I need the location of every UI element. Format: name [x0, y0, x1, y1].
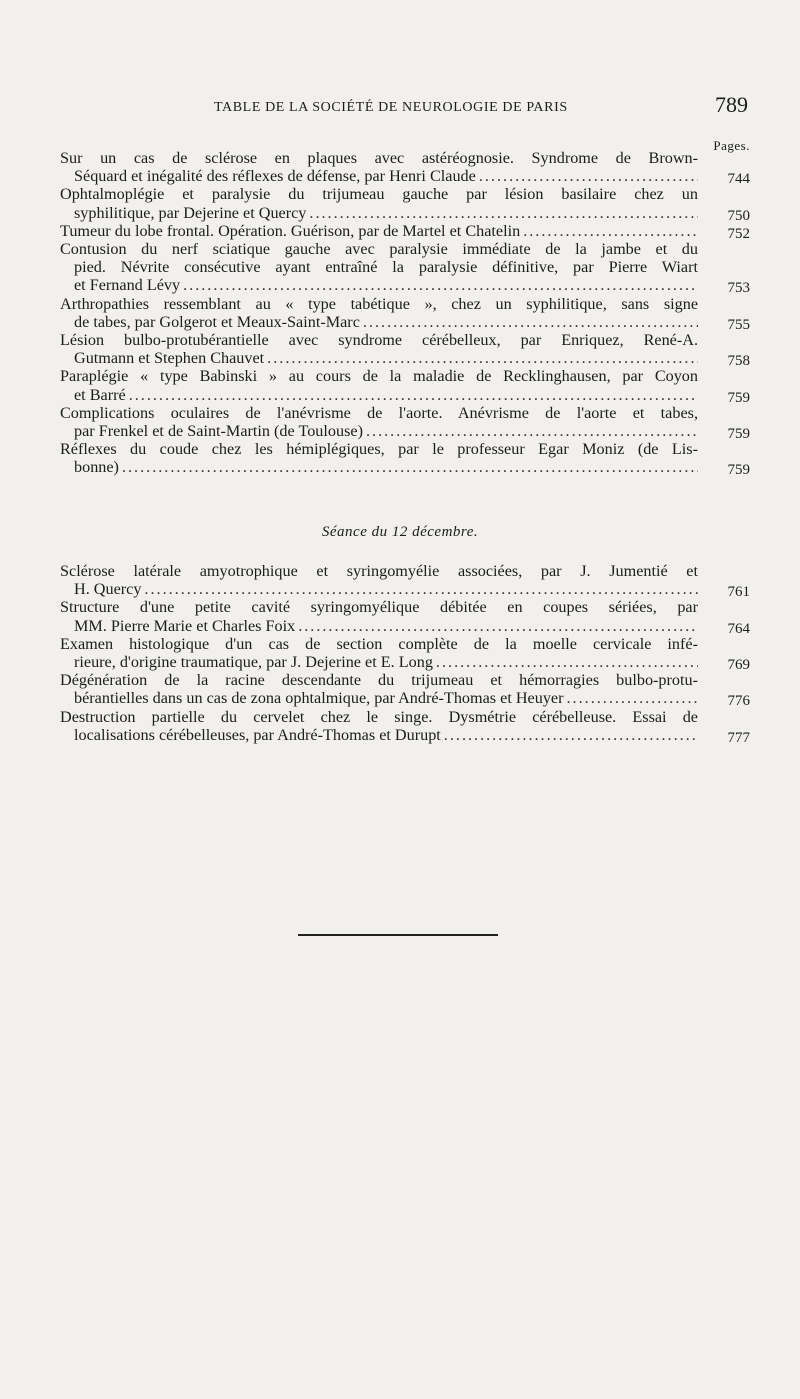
dot-leader: [363, 313, 698, 331]
dot-leader: [479, 167, 698, 185]
entry-last-line: [60, 204, 698, 222]
entry-page-number: 777: [727, 729, 750, 746]
entry-authors: H. Quercy: [74, 580, 142, 599]
entry-page-number: 753: [727, 280, 750, 297]
dot-leader: [183, 276, 698, 294]
dot-leader: [567, 689, 699, 707]
entry-page-number: 776: [727, 693, 750, 710]
entry-first-line: Ophtalmoplégie et paralysie du trijumeau gauche par lésion basilaire chez un: [60, 185, 698, 204]
entry-authors: par Frenkel et de Saint-Martin (de Toulouse): [74, 422, 363, 441]
entry-authors: MM. Pierre Marie et Charles Foix: [74, 616, 296, 635]
entry-last-line: [60, 580, 698, 598]
dot-leader: [523, 222, 698, 240]
toc-entry: [60, 185, 750, 224]
entry-last-line: [60, 276, 698, 294]
entry-authors: de tabes, par Golgerot et Meaux-Saint-Marc: [74, 312, 360, 331]
entry-first-line: Arthropathies ressemblant au « type tabétique », chez un syphilitique, sans signe: [60, 294, 698, 313]
entry-page-number: 761: [727, 584, 750, 601]
dot-leader: [436, 653, 698, 671]
dot-leader: [144, 580, 698, 598]
toc-entry: [60, 295, 750, 331]
entry-authors: syphilitique, par Dejerine et Quercy: [74, 203, 307, 222]
entry-page-number: 744: [727, 171, 750, 188]
entry-authors: bonne): [74, 458, 119, 477]
running-title: TABLE DE LA SOCIÉTÉ DE NEUROLOGIE DE PARIS: [214, 100, 568, 115]
entry-last-line: [60, 422, 698, 440]
entry-authors: et Fernand Lévy: [74, 276, 181, 295]
entry-first-line: Réflexes du coude chez les hémiplégiques, par le professeur Egar Moniz (de Lis-: [60, 440, 698, 459]
entry-last-line: [60, 167, 698, 185]
toc-entry: [60, 562, 750, 601]
entry-first-line: Destruction partielle du cervelet chez le singe. Dysmétrie cérébelleuse. Essai de: [60, 707, 698, 726]
entry-authors: Séquard et inégalité des réflexes de défense, par Henri Claude: [74, 167, 476, 186]
entry-page-number: 769: [727, 657, 750, 674]
entry-authors: Gutmann et Stephen Chauvet: [74, 349, 265, 368]
seance-heading: Séance du 12 décembre.: [321, 524, 479, 540]
entry-authors: rieure, d'origine traumatique, par J. Dejerine et E. Long: [74, 653, 433, 672]
pages-column-label: Pages.: [713, 138, 750, 153]
entry-page-number: 750: [727, 207, 750, 224]
entry-page-number: 755: [727, 316, 750, 333]
toc-entry: [60, 222, 750, 240]
toc-entry: [60, 240, 750, 295]
entry-last-line: [60, 349, 698, 367]
entry-authors: localisations cérébelleuses, par André-Thomas et Durupt: [74, 725, 441, 744]
dot-leader: [129, 386, 698, 404]
table-section-2: [60, 562, 750, 744]
toc-entry: [60, 367, 750, 406]
toc-entry: [60, 708, 750, 744]
toc-entry: [60, 331, 750, 370]
closing-rule: [298, 934, 498, 936]
toc-entry: [60, 598, 750, 637]
entry-last-line: [60, 689, 698, 707]
entry-page-number: 759: [727, 426, 750, 443]
toc-entry: [60, 403, 750, 443]
entry-page-number: 764: [727, 620, 750, 637]
entry-authors: bérantielles dans un cas de zona ophtalmique, par André-Thomas et Heuyer: [74, 689, 564, 708]
entry-first-line: Lésion bulbo-protubérantielle avec syndrome cérébelleux, par Enriquez, René-A.: [60, 331, 698, 350]
entry-first-line: Structure d'une petite cavité syringomyélique débitée en coupes sériées, par: [60, 598, 698, 617]
entry-first-line: Dégénération de la racine descendante du trijumeau et hémorragies bulbo-protu-: [60, 671, 698, 690]
entry-last-line: [60, 726, 698, 744]
entry-last-line: [60, 617, 698, 635]
entry-page-number: 758: [727, 353, 750, 370]
entry-first-line: Complications oculaires de l'anévrisme de l'aorte. Anévrisme de l'aorte et tabes,: [60, 403, 698, 422]
toc-entry: [60, 671, 750, 710]
page-number: 789: [715, 92, 748, 117]
page-header: [60, 92, 750, 132]
dot-leader: [366, 422, 698, 440]
toc-entry: [60, 149, 750, 188]
entry-first-line: Contusion du nerf sciatique gauche avec paralysie immédiate de la jambe et du: [60, 240, 698, 259]
dot-leader: [444, 726, 698, 744]
entry-last-line: [60, 313, 698, 331]
table-section-1: [60, 149, 750, 477]
toc-entry: [60, 634, 750, 674]
entry-first-line: Paraplégie « type Babinski » au cours de la maladie de Recklinghausen, par Coyon: [60, 367, 698, 386]
entry-last-line: [60, 386, 698, 404]
entry-first-line: Sur un cas de sclérose en plaques avec astéréognosie. Syndrome de Brown-: [60, 149, 698, 167]
entry-first-line: Examen histologique d'un cas de section complète de la moelle cervicale infé-: [60, 634, 698, 653]
dot-leader: [267, 349, 698, 367]
entry-last-line: [60, 653, 698, 671]
entry-last-line: [60, 458, 698, 476]
dot-leader: [298, 617, 698, 635]
entry-continuation-line: pied. Névrite consécutive ayant entraîné la paralysie définitive, par Pierre Wiart: [74, 258, 698, 277]
entry-last-line: [60, 222, 698, 240]
toc-entry: [60, 440, 750, 479]
entry-first-line: Sclérose latérale amyotrophique et syringomyélie associées, par J. Jumentié et: [60, 562, 698, 580]
entry-page-number: 752: [727, 225, 750, 242]
dot-leader: [309, 204, 698, 222]
entry-page-number: 759: [727, 462, 750, 479]
entry-authors: Tumeur du lobe frontal. Opération. Guérison, par de Martel et Chatelin: [60, 221, 521, 240]
dot-leader: [122, 458, 698, 476]
entry-page-number: 759: [727, 389, 750, 406]
entry-authors: et Barré: [74, 385, 126, 404]
